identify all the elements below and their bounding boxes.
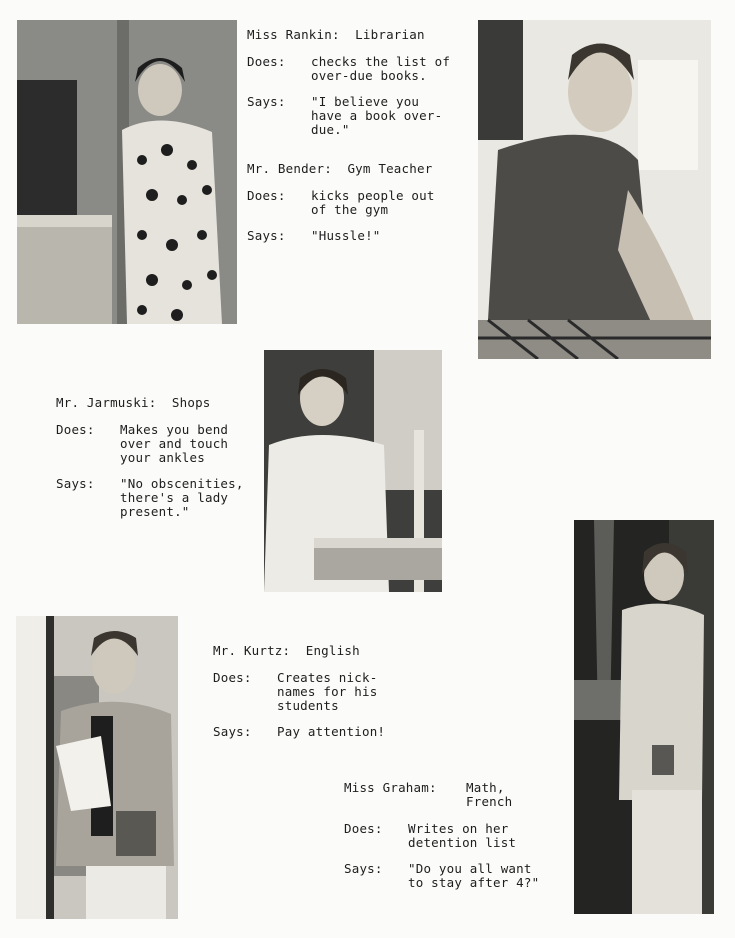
says-text: "Hussle!" [311,228,381,243]
entry-jarmuski [56,396,261,531]
says-text: Pay attention! [277,724,386,739]
teacher-subject: Gym Teacher [347,161,433,176]
does-text: kicks people out of the gym [311,188,435,217]
entry-rankin [247,28,472,149]
does-text: Makes you bend over and touch your ankles [120,422,229,465]
does-text: Creates nick- names for his students [277,670,378,713]
teacher-name: Mr. Bender: [247,161,332,176]
photo-librarian [17,20,237,324]
teacher-name: Miss Graham: [344,780,437,795]
does-label: Does: [213,670,252,685]
says-label: Says: [213,724,252,739]
says-label: Says: [247,94,286,109]
photo-shops-teacher [264,350,442,592]
says-text: "I believe you have a book over- due." [311,94,443,137]
does-text: checks the list of over-due books. [311,54,451,83]
photo-math-teacher [574,520,714,914]
teacher-subject: Librarian [355,27,425,42]
teacher-name: Mr. Jarmuski: [56,395,157,410]
entry-graham [344,781,569,902]
says-text: "No obscenities, there's a lady present." [120,476,244,519]
photo-gym-teacher [478,20,711,359]
does-text: Writes on her detention list [408,821,517,850]
teacher-subject: Math, French [466,780,513,809]
does-label: Does: [344,821,383,836]
says-text: "Do you all want to stay after 4?" [408,861,540,890]
says-label: Says: [247,228,286,243]
entry-kurtz [213,644,433,751]
photo-english-teacher [16,616,178,919]
teacher-subject: Shops [171,395,211,410]
entry-bender [247,162,472,255]
says-label: Says: [344,861,383,876]
does-label: Does: [247,188,286,203]
teacher-name: Miss Rankin: [247,27,340,42]
teacher-name: Mr. Kurtz: [213,643,291,658]
says-label: Says: [56,476,95,491]
does-label: Does: [247,54,286,69]
teacher-subject: English [305,643,360,658]
does-label: Does: [56,422,95,437]
